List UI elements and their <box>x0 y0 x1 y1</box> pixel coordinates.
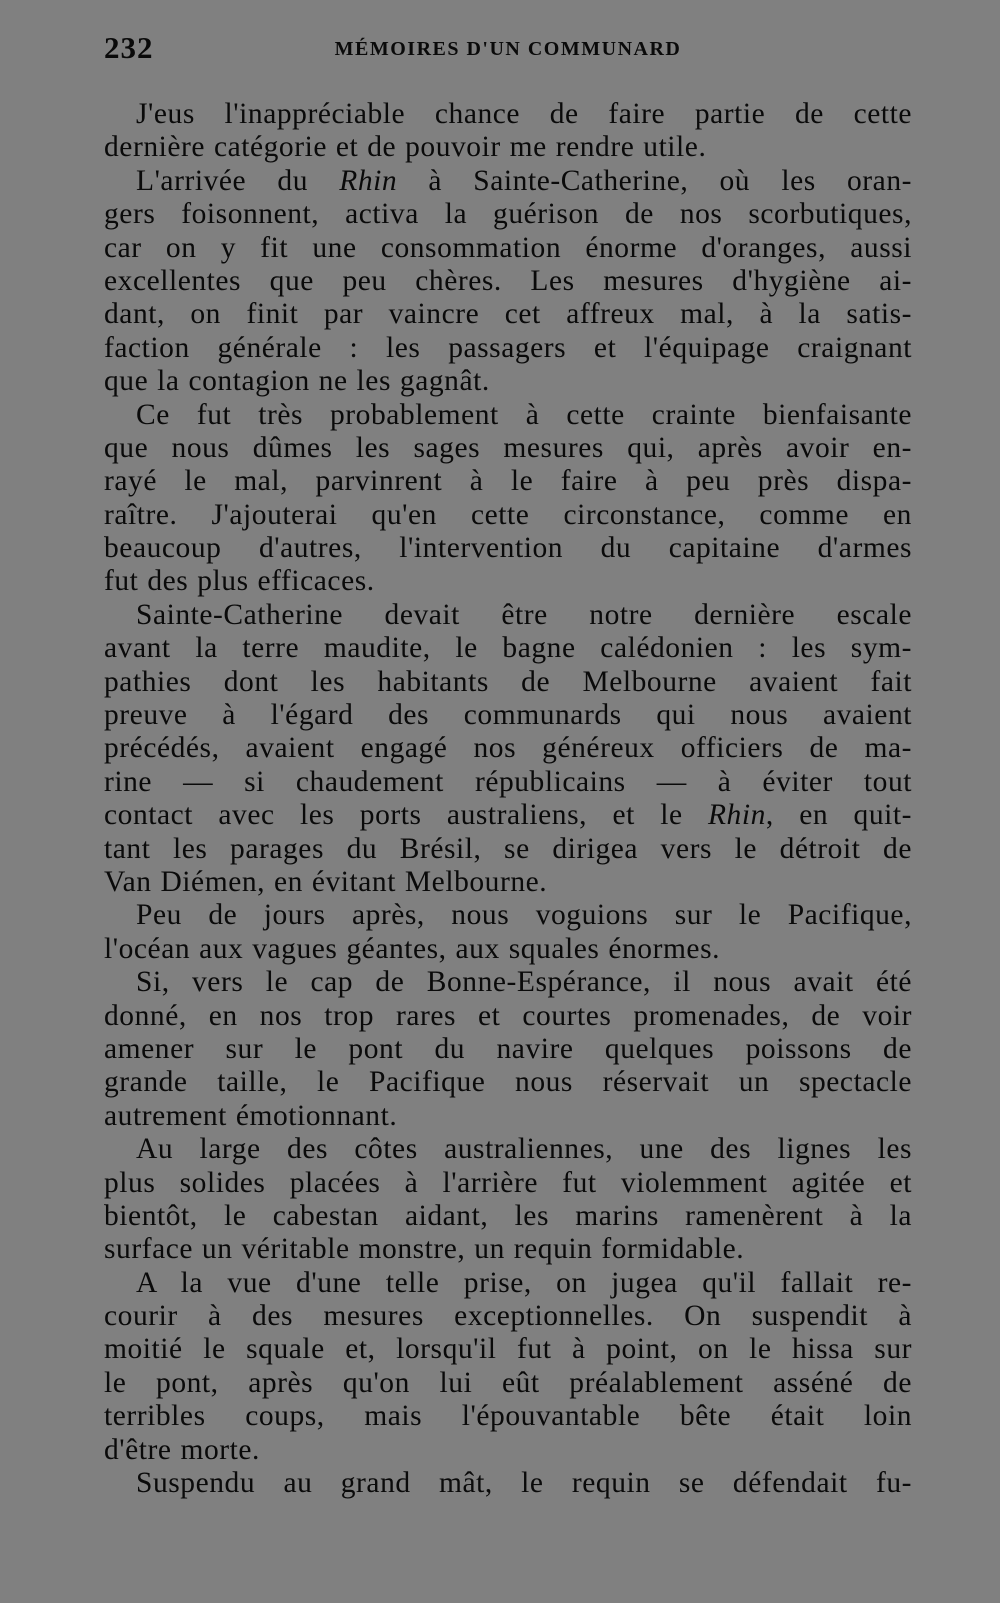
text-line: beaucoup d'autres, l'intervention du capitaine d'armes <box>104 532 912 565</box>
text-line: gers foisonnent, activa la guérison de nos scorbutiques, <box>104 198 912 231</box>
text-line: le pont, après qu'on lui eût préalablement asséné de <box>104 1366 912 1399</box>
text-line: l'océan aux vagues géantes, aux squales énormes. <box>104 932 721 965</box>
running-title: MÉMOIRES D'UN COMMUNARD <box>334 38 682 60</box>
text-line: Sainte-Catherine devait être notre dernière escale <box>136 598 912 631</box>
text-line: Peu de jours après, nous voguions sur le Pacifique, <box>136 899 912 932</box>
text-line: dant, on finit par vaincre cet affreux mal, à la satis- <box>104 298 912 331</box>
text-line: donné, en nos trop rares et courtes promenades, de voir <box>104 999 912 1032</box>
text-line: Si, vers le cap de Bonne-Espérance, il nous avait été <box>136 966 912 999</box>
text-line: L'arrivée du Rhin à Sainte-Catherine, où les oran- <box>136 164 912 197</box>
text-line: preuve à l'égard des communards qui nous avaient <box>104 699 912 732</box>
ship-name: Rhin <box>339 164 398 197</box>
text-line: que nous dûmes les sages mesures qui, après avoir en- <box>104 431 912 464</box>
text-line: contact avec les ports australiens, et le Rhin, en quit- <box>104 799 912 832</box>
text-line: que la contagion ne les gagnât. <box>104 365 490 398</box>
text-line: Au large des côtes australiennes, une des lignes les <box>136 1133 912 1166</box>
text-line: terribles coups, mais l'épouvantable bête était loin <box>104 1400 912 1433</box>
text-line: rine — si chaudement républicains — à éviter tout <box>104 765 912 798</box>
text-line: raître. J'ajouterai qu'en cette circonstance, comme en <box>104 498 912 531</box>
text-line: J'eus l'inappréciable chance de faire partie de cette <box>136 98 912 130</box>
text-line: faction générale : les passagers et l'équipage craignant <box>104 331 912 364</box>
text-line: précédés, avaient engagé nos généreux officiers de ma- <box>104 732 912 765</box>
text-line: rayé le mal, parvinrent à le faire à peu près dispa- <box>104 465 912 498</box>
text-line: amener sur le pont du navire quelques poissons de <box>104 1032 912 1065</box>
page-number: 232 <box>104 30 154 65</box>
text-line: avant la terre maudite, le bagne calédonien : les sym- <box>104 632 912 665</box>
text-line: car on y fit une consommation énorme d'oranges, aussi <box>104 231 912 264</box>
text-line: d'être morte. <box>104 1433 260 1466</box>
text-line: A la vue d'une telle prise, on jugea qu'il fallait re- <box>136 1266 912 1299</box>
text-line: fut des plus efficaces. <box>104 565 375 598</box>
text-line: pathies dont les habitants de Melbourne avaient fait <box>104 665 912 698</box>
body-text <box>104 98 912 1500</box>
text-line: plus solides placées à l'arrière fut violemment agitée et <box>104 1166 912 1199</box>
text-line: moitié le squale et, lorsqu'il fut à point, on le hissa sur <box>104 1333 912 1366</box>
text-line: surface un véritable monstre, un requin formidable. <box>104 1233 745 1266</box>
text-line: autrement émotionnant. <box>104 1099 398 1132</box>
text-line: Suspendu au grand mât, le requin se défendait fu- <box>136 1467 912 1500</box>
text-line: Ce fut très probablement à cette crainte bienfaisante <box>136 398 912 431</box>
text-line: grande taille, le Pacifique nous réservait un spectacle <box>104 1066 912 1099</box>
text-line: courir à des mesures exceptionnelles. On suspendit à <box>104 1300 912 1333</box>
ship-name: Rhin <box>707 799 766 832</box>
text-line: tant les parages du Brésil, se dirigea vers le détroit de <box>104 832 912 865</box>
text-line: dernière catégorie et de pouvoir me rendre utile. <box>104 131 707 164</box>
text-line: Van Diémen, en évitant Melbourne. <box>104 865 548 898</box>
page-header <box>104 30 912 70</box>
text-line: excellentes que peu chères. Les mesures d'hygiène ai- <box>104 264 912 297</box>
text-line: bientôt, le cabestan aidant, les marins ramenèrent à la <box>104 1199 912 1232</box>
